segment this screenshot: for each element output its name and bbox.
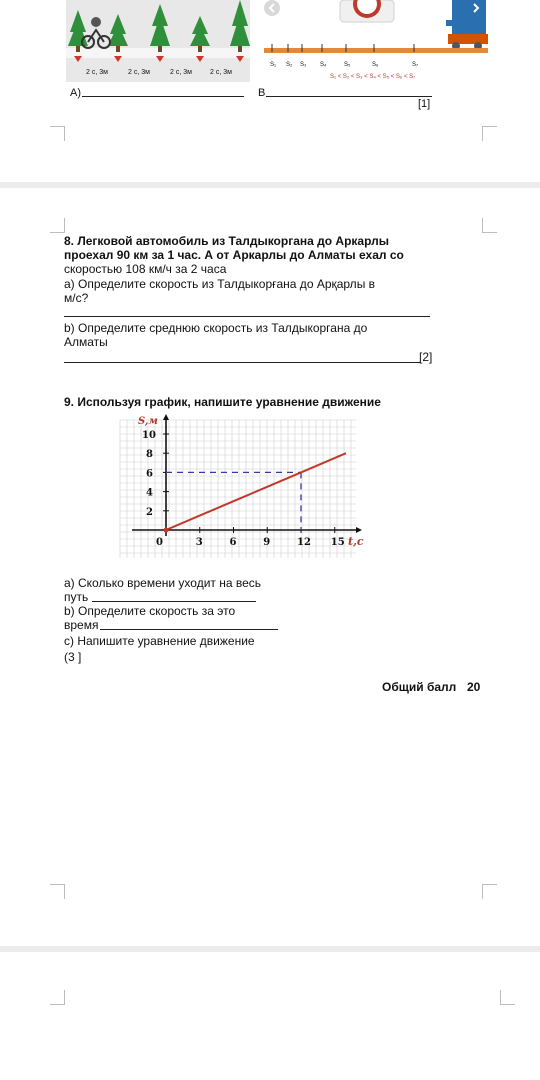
y-tick-label: 6 — [146, 468, 153, 480]
graph-panel — [112, 412, 362, 564]
x-tick-label: 9 — [263, 537, 271, 548]
q8-title-line: 8. Легковой автомобиль из Талдыкоргана до Аркарлы — [64, 234, 389, 248]
q8-part-a: а) Определите скорость из Талдыкорғана до Арқарлы в — [64, 277, 376, 291]
page-corner-mark — [482, 218, 497, 233]
q8-answer-a-line[interactable] — [64, 316, 430, 317]
q8-part-b: Алматы — [64, 335, 108, 349]
x-tick-label: 15 — [330, 537, 345, 548]
page-separator — [0, 946, 540, 952]
y-tick-label: 2 — [146, 506, 153, 518]
page-corner-mark — [500, 990, 515, 1005]
page-corner-mark — [50, 126, 65, 141]
q9-answer-a-line[interactable] — [92, 601, 256, 602]
ruler-label: S₅ — [344, 62, 351, 68]
score-label: [1] — [418, 98, 431, 110]
ruler-label: S₆ — [372, 62, 379, 68]
road-label: 2 с, 3м — [128, 69, 150, 76]
road-label: 2 с, 3м — [86, 69, 108, 76]
ruler-label: S₄ — [320, 62, 327, 68]
q9-title: 9. Используя график, напишите уравнение движение — [64, 395, 381, 409]
y-tick-label: 10 — [142, 430, 156, 441]
q8-answer-b-line[interactable] — [64, 362, 420, 363]
road-label: 2 с, 3м — [170, 69, 192, 76]
chevron-left-icon — [264, 0, 280, 16]
series-line — [166, 453, 346, 530]
page-corner-mark — [50, 218, 65, 233]
y-tick-label: 4 — [146, 487, 153, 499]
inequality-label: S₁ < S₂ < S₃ < S₄ < S₅ < S₆ < S₇ — [330, 74, 416, 80]
total-score-value: 20 — [467, 680, 481, 694]
q8-title-line: проехал 90 км за 1 час. А от Аркарлы до Алматы ехал со — [64, 248, 404, 262]
q8-part-a: м/с? — [64, 291, 89, 305]
q9-score: (3 ] — [64, 650, 82, 664]
q8-title-line: скоростью 108 км/ч за 2 часа — [64, 262, 227, 276]
q9-part-a: путь — [64, 590, 89, 604]
road-label: 2 с, 3м — [210, 69, 232, 76]
x-tick-label: 3 — [195, 537, 203, 548]
answer-b-label: B — [258, 87, 266, 99]
page-separator — [0, 182, 540, 188]
ruler-label: S₂ — [286, 62, 293, 68]
q9-part-c: с) Напишите уравнение движение — [64, 634, 255, 648]
q9-part-b: b) Определите скорость за это — [64, 604, 236, 618]
x-tick-label: 6 — [229, 537, 237, 548]
y-axis-arrow — [163, 414, 169, 420]
x-tick-label: 12 — [297, 537, 311, 548]
page-corner-mark — [482, 126, 497, 141]
q8-score: [2] — [419, 350, 433, 364]
q9-part-b: время — [64, 618, 99, 632]
page-corner-mark — [50, 884, 65, 899]
y-axis-label: S,м — [138, 416, 158, 427]
total-score-label: Общий балл — [382, 680, 457, 694]
answer-a-label: A) — [70, 87, 81, 99]
page-corner-mark — [482, 884, 497, 899]
q9-part-a: а) Сколько времени уходит на весь — [64, 576, 262, 590]
x-tick-label: 0 — [156, 537, 163, 548]
x-axis-label: t,c — [348, 535, 364, 548]
answer-b-line[interactable] — [266, 96, 432, 97]
barrel-icon — [452, 0, 486, 34]
ruler-label: S₇ — [412, 62, 419, 68]
distance-time-chart — [112, 412, 362, 564]
ruler-label: S₃ — [300, 62, 307, 68]
q8-part-b: b) Определите среднюю скорость из Талдыкоргана до — [64, 321, 368, 335]
answer-a-line[interactable] — [82, 96, 244, 97]
x-axis-arrow — [356, 527, 362, 533]
y-tick-label: 8 — [146, 449, 153, 461]
q9-answer-b-line[interactable] — [100, 629, 278, 630]
page-corner-mark — [50, 990, 65, 1005]
origin-point — [164, 528, 169, 533]
ruler-label: S₁ — [270, 62, 277, 68]
